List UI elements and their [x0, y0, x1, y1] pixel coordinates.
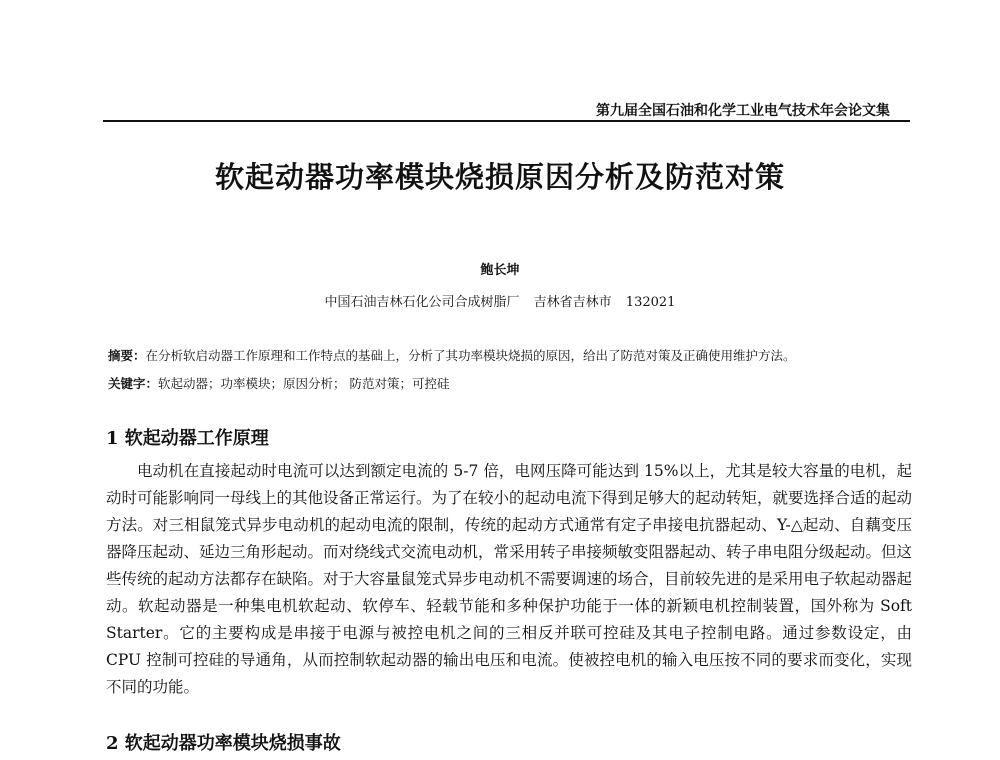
- abstract: [108, 346, 918, 364]
- paper-title: 软起动器功率模块烧损原因分析及防范对策: [214, 160, 785, 194]
- running-header: 第九届全国石油和化学工业电气技术年会论文集: [596, 103, 890, 119]
- abstract-label: 摘要：: [108, 348, 146, 363]
- section-1-paragraph: 电动机在直接起动时电流可以达到额定电流的 5-7 倍，电网压降可能达到 15%以上，尤其是较大容量的电机，起动时可能影响同一母线上的其他设备正常运行。为了在较小的起动电流下得到足够大的起动转矩，就要选择合适的起动方法。对三相鼠笼式异步电动机的起动电流的限制，传统的起动方式通常有定子串接电抗器起动、Y-△起动、自藕变压器降压起动、延边三角形起动。而对绕线式交流电动机，常采用转子串接频敏变阻器起动、转子串电阻分级起动。但这些传统的起动方法都存在缺陷。对于大容量鼠笼式异步电动机不需要调速的场合，目前较先进的是采用电子软起动器起动。软起动器是一种集电机软起动、软停车、轻载节能和多种保护功能于一体的新颖电机控制装置，国外称为 Soft Starter。它的主要构成是串接于电源与被控电机之间的三相反并联可控硅及其电子控制电路。通过参数设定，由 CPU 控制可控硅的导通角，从而控制软起动器的输出电压和电流。使被控电机的输入电压按不同的要求而变化，实现不同的功能。: [106, 462, 913, 696]
- abstract-text: 在分析软启动器工作原理和工作特点的基础上，分析了其功率模块烧损的原因，给出了防范对策及正确使用维护方法。: [145, 348, 796, 363]
- section-heading-2: 2 软起动器功率模块烧损事故: [106, 733, 341, 754]
- keywords-label: 关键字：: [108, 376, 159, 391]
- author-name: 鲍长坤: [480, 263, 520, 278]
- keywords: [108, 374, 918, 392]
- header-rule: [103, 120, 910, 122]
- keywords-text: 软起动器；功率模块；原因分析； 防范对策；可控硅: [158, 376, 450, 391]
- author-affiliation: 中国石油吉林石化公司合成树脂厂 吉林省吉林市 132021: [324, 295, 676, 310]
- section-heading-1: 1 软起动器工作原理: [106, 428, 269, 449]
